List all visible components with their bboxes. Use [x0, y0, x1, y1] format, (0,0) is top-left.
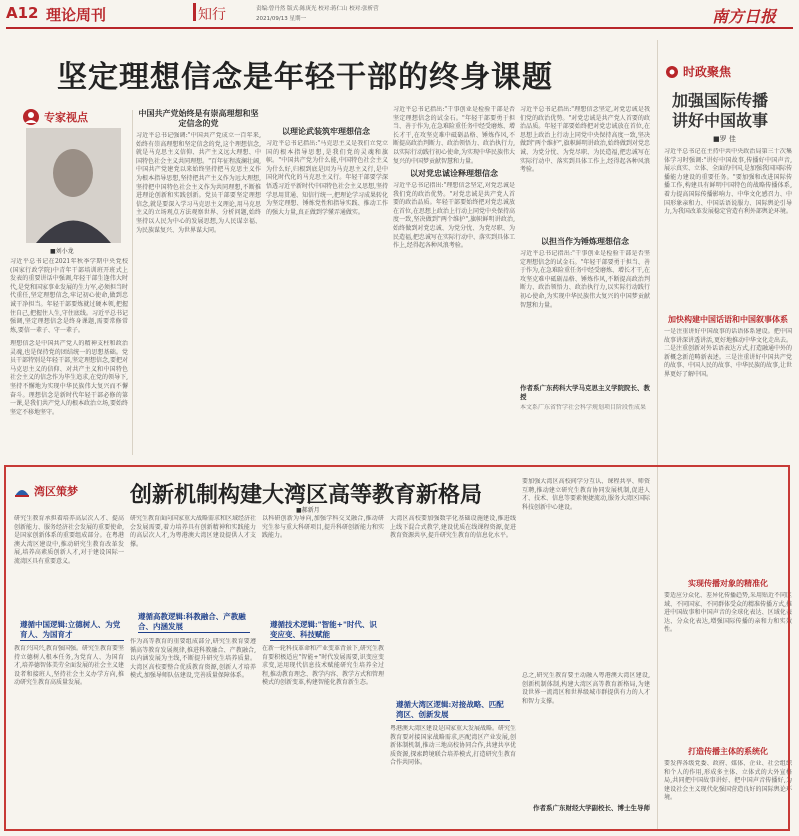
bay-paragraph: 研究生教育承担着培养高层次人才、提高创新能力、服务经济社会发展的重要使命,是国家创新体系的重要组成部分。在粤港澳大湾区建设中,推动研究生教育改革发展,培养高素质创新人才,对于建设国际一流湾区具有重要意义。 [14, 515, 124, 565]
bay-signature: 作者系广东财经大学副校长、博士生导师 [533, 804, 650, 812]
sidebar-paragraph: 要适应分众化、差异化传播趋势,采用贴近不同区域、不同国家、不同群体受众的精准传播方式,推进中国故事和中国声音的全球化表达、区域化表达、分众化表达,增强国际传播的亲和力和实效性。 [664, 592, 792, 634]
bay-paragraph: 教育兴国兴,教育强国强。研究生教育要坚持立德树人根本任务,为党育人、为国育才,培养德智体美劳全面发展的社会主义建设者和接班人,坚持社会主义办学方向,推动研究生教育高质量发展。 [14, 645, 124, 687]
bay-area-author: ■郝新月 [296, 507, 320, 514]
bay-subheading: 遵循高教逻辑:科教融合、产教融合、内涵发展 [138, 612, 250, 633]
bay-paragraph: 大湾区高校要加强数字化基础设施建设,推进线上线下混合式教学,建设优质在线课程资源,促进教育资源共享,提升研究生教育的信息化水平。 [390, 515, 516, 540]
main-headline: 坚定理想信念是年轻干部的终身课题 [57, 60, 553, 95]
bay-paragraph: 以科研创新为导向,加强学科交叉融合,推动研究生参与重大科研项目,提升科研创新能力和实践能力。 [262, 515, 384, 540]
section-heading: 中国共产党始终是有崇高理想和坚定信念的党 [138, 108, 259, 128]
expert-view-label: 专家视点 [44, 111, 88, 124]
bay-paragraph: 作为高等教育的重要组成部分,研究生教育要遵循高等教育发展规律,推进科教融合、产教融合,以内涵发展为主线,不断提升研究生培养质量。大湾区高校要整合优质教育资源,创新人才培养模式,加强导师队伍建设,完善质量保障体系。 [130, 638, 256, 680]
article-paragraph: 理想信念是中国共产党人的精神支柱和政治灵魂,也是保持党的团结统一的思想基础。党员干部特别是年轻干部,坚定理想信念,要把对马克思主义的信仰、对共产主义和中国特色社会主义的信念作为毕生追求,在党的领导下,坚持不懈地为实现中华民族伟大复兴而不懈奋斗。理想信念是新时代年轻干部必修的第一课,是我们共产党人的根本政治立场,要始终坚定不移地坚守。 [10, 340, 128, 416]
section-title: 理论周刊 [46, 6, 107, 24]
header-divider [193, 3, 196, 21]
bay-area-headline: 创新机制构建大湾区高等教育新格局 [130, 482, 483, 508]
bay-area-tag [14, 483, 78, 499]
sidebar-paragraph: 一是注重讲好中国故事的话语体系建设。把中国故事讲深讲透讲活,更好地推动中华文化走出去。二是注重创新对外话语表达方式,打造融通中外的新概念新范畴新表述。三是注重讲好中国共产党的故事、中国人民的故事、中华民族的故事,让世界更好了解中国。 [664, 328, 792, 378]
sidebar-title-line2: 讲好中国故事 [672, 111, 769, 130]
sidebar-paragraph: 习近平总书记在主持中共中央政治局第三十次集体学习时强调:"讲好中国故事,传播好中国声音,展示真实、立体、全面的中国,是加强我国国际传播能力建设的重要任务。"要加强和改进国际传播工作,构建具有鲜明中国特色的战略传播体系,着力提高国际传播影响力、中华文化感召力、中国形象亲和力、中国话语说服力、国际舆论引导力,为我国改革发展稳定营造有利外部舆论环境。 [664, 148, 792, 216]
sidebar-heading: 加快构建中国话语和中国叙事体系 [668, 314, 788, 324]
header-rule [6, 27, 793, 29]
newspaper-logo: 南方日报 [712, 7, 777, 26]
bay-subheading: 遵循技术逻辑:"智能+"时代、识变应变、科技赋能 [270, 620, 380, 641]
bay-paragraph: 研究生教育面向国家重大战略需求和区域经济社会发展需要,着力培养具有创新精神和实践能力的高层次人才,为粤港澳大湾区建设提供人才支撑。 [130, 515, 256, 548]
author-caption: ■刘小龙 [50, 248, 74, 255]
project-note: 本文系广东省哲学社会科学规划项目阶段性成果 [520, 404, 647, 411]
sidebar-tag-icon [665, 65, 679, 79]
sidebar-paragraph: 要发挥各级党委、政府、媒体、企业、社会组织和个人的作用,形成多主体、立体式的大外宣格局,共同把中国故事讲好、把中国声音传播好,为建设社会主义现代化强国营造良好的国际舆论环境。 [664, 760, 792, 802]
article-paragraph: 习近平总书记指出:"干事创业是检验干部是否坚定理想信念的试金石。"年轻干部要勇于担当、善于作为,在急难险重任务中经受磨炼、增长才干,在攻坚克难中砥砺品格、锤炼作风,不断提高政治判断力、政治领悟力、政治执行力,以实际行动践行初心使命,为实现中华民族伟大复兴的中国梦贡献智慧和力量。 [520, 250, 650, 309]
bay-subheading: 遵循大湾区逻辑:对接战略、匹配湾区、创新发展 [396, 700, 510, 721]
sidebar-tag-label: 时政聚焦 [683, 65, 732, 79]
author-signature: 作者系广东药科大学马克思主义学院院长、教授 [520, 384, 650, 401]
column-divider [132, 110, 133, 455]
section-heading: 以理论武装筑牢理想信念 [282, 126, 370, 136]
issue-date: 2021/09/13 星期一 [256, 16, 306, 22]
editor-credits: 责编:曾丹然 版式:陈庚光 校对:蒋仁山 校对:张析营 [256, 6, 379, 12]
page-number: A12 [6, 4, 39, 22]
article-paragraph: 习近平总书记指出:"理想信念坚定,对党忠诚是我们党的政治优势。"对党忠诚是共产党人首要的政治品质。年轻干部要始终把对党忠诚放在首位,在思想上政治上行动上同党中央保持高度一致,坚决做到"两个维护",旗帜鲜明讲政治,始终做到对党忠诚、为党分忧、为党尽职、为民造福,把忠诚写在实际行动中、落实到具体工作上,经得起各种风浪考验。 [520, 106, 650, 174]
section-heading: 以担当作为锤炼理想信念 [541, 236, 629, 246]
sidebar-heading: 打造传播主体的系统化 [688, 746, 768, 756]
sidebar-author: ■罗 佳 [713, 135, 736, 143]
article-paragraph: 习近平总书记指出:"马克思主义是我们立党立国的根本指导思想,是我们党的灵魂和旗帜。"中国共产党为什么能,中国特色社会主义为什么好,归根到底是因为马克思主义行,是中国化时代化的马克思主义行。年轻干部要学深悟透习近平新时代中国特色社会主义思想,坚持学思用贯通、知信行统一,把理论学习成果转化为坚定理想、锤炼党性和指导实践、推动工作的强大力量,真正做到学懂弄通做实。 [266, 140, 388, 216]
sidebar-tag [665, 63, 731, 80]
bay-paragraph: 要加强大湾区高校间学分互认、课程共享、师资互聘,推动建立研究生教育协同发展机制,促进人才、技术、信息等要素便捷流动,服务大湾区国际科技创新中心建设。 [522, 478, 650, 511]
article-paragraph: 习近平总书记在2021年秋季学期中央党校(国家行政学院)中青年干部培训班开班式上发表的重要讲话中强调,年轻干部生逢伟大时代,是党和国家事业发展的生力军,必须担当时代重任,坚定理想信念,牢记初心使命,做到忠诚干净担当。年轻干部要炼就过硬本领,把握住自己,把握住人生,守住底线。习近平总书记强调,坚定理想信念是终身课题,需要常修常炼,要信一辈子、守一辈子。 [10, 258, 128, 334]
article-paragraph: 习近平总书记强调:"中国共产党成立一百年来,始终有崇高理想和坚定信念的党,这个理想信念,就是马克思主义信仰、共产主义远大理想、中国特色社会主义共同理想。"百年征程波澜壮阔,中国共产党建党以来始终坚持把马克思主义作为根本指导思想,坚持把共产主义作为远大理想,坚持把中国特色社会主义作为共同理想,不断推进理论创新和实践创新。党员干部要坚定理想信念,就是要深入学习马克思主义理论,用马克思主义的立场观点方法观察世界、分析问题,始终坚持以人民为中心的发展思想,为人民谋幸福、为民族谋复兴、为世界谋大同。 [136, 132, 261, 234]
author-photo [26, 128, 121, 243]
sidebar-title-line1: 加强国际传播 [672, 91, 769, 110]
bay-area-tag-label: 湾区策梦 [34, 485, 78, 498]
section-heading: 以对党忠诚诠释理想信念 [410, 168, 498, 178]
bay-paragraph: 粤港澳大湾区建设是国家重大发展战略。研究生教育要对接国家战略需求,匹配湾区产业发展,创新体制机制,推动三地高校协同合作,共建共享优质资源,探索跨境联合培养模式,打造研究生教育合作共同体。 [390, 725, 516, 767]
expert-view-tag [22, 108, 88, 126]
bay-subheading: 遵循中国逻辑:立德树人、为党育人、为国育才 [20, 620, 124, 641]
subsection-title: 知行 [198, 7, 226, 23]
expert-icon [22, 108, 40, 126]
bay-paragraph: 总之,研究生教育要主动融入粤港澳大湾区建设,创新机制体制,构建大湾区高等教育新格局,为建设世界一流湾区和世界级城市群提供有力的人才和智力支撑。 [522, 672, 650, 705]
article-paragraph: 习近平总书记指出:"理想信念坚定,对党忠诚是我们党的政治优势。"对党忠诚是共产党人首要的政治品质。年轻干部要始终把对党忠诚放在首位,在思想上政治上行动上同党中央保持高度一致,坚决做到"两个维护",旗帜鲜明讲政治,始终做到对党忠诚、为党分忧、为党尽职、为民造福,把忠诚写在实际行动中、落实到具体工作上,经得起各种风浪考验。 [393, 182, 515, 250]
sidebar-heading: 实现传播对象的精准化 [688, 578, 768, 588]
bay-area-icon [14, 484, 30, 498]
article-paragraph: 习近平总书记指出:"干事创业是检验干部是否坚定理想信念的试金石。"年轻干部要勇于担当、善于作为,在急难险重任务中经受磨炼、增长才干,在攻坚克难中砥砺品格、锤炼作风,不断提高政治判断力、政治领悟力、政治执行力,以实际行动践行初心使命,为实现中华民族伟大复兴的中国梦贡献智慧和力量。 [393, 106, 515, 164]
bay-paragraph: 在新一轮科技革命和产业变革背景下,研究生教育要积极适应"智能+"时代发展需要,识变应变求变,运用现代信息技术赋能研究生培养全过程,推动教育理念、教学内容、教学方式和管理模式的创新变革,构建智能化教育新生态。 [262, 645, 384, 687]
